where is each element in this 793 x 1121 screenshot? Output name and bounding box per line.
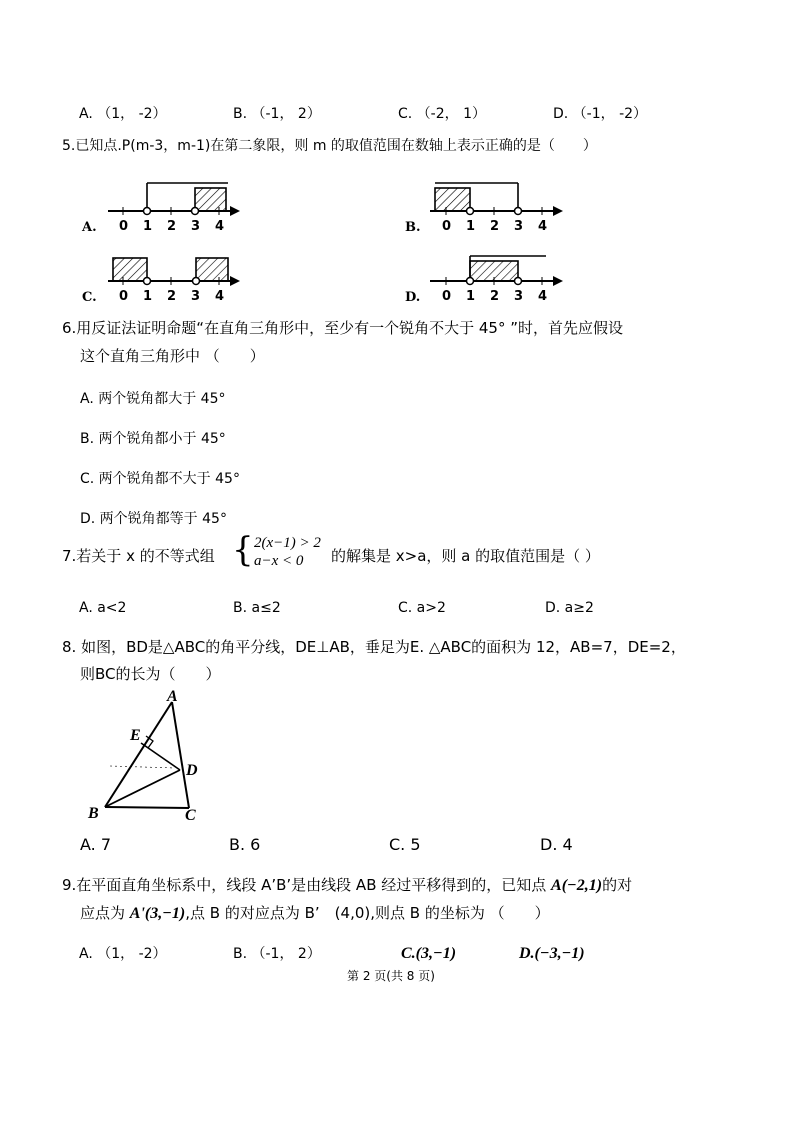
- tick-label: 2: [167, 289, 177, 304]
- tick-label: 4: [538, 219, 548, 234]
- q9-option-a: A. （1， -2）: [79, 946, 167, 962]
- q5-choice-d-letter: D.: [405, 290, 421, 305]
- label-d: D: [186, 762, 198, 779]
- q5-choice-c-letter: C.: [82, 290, 97, 305]
- tick-label: 4: [538, 289, 548, 304]
- tick-label: 2: [490, 219, 500, 234]
- tick-label: 0: [442, 289, 452, 304]
- q4-option-c: C. （-2， 1）: [398, 106, 486, 122]
- construction-line: [110, 766, 175, 768]
- q9-point-a-prime: A'(3,−1): [129, 905, 186, 922]
- number-line-c: [108, 258, 240, 286]
- q9-stem-line1-prefix: 9.在平面直角坐标系中，线段 A’B’是由线段 AB 经过平移得到的，已知点: [62, 876, 552, 894]
- q7-stem-suffix: 的解集是 x>a，则 a 的取值范围是（ ）: [331, 547, 600, 565]
- tick-label: 0: [119, 219, 129, 234]
- q7-option-a: A. a<2: [79, 600, 127, 616]
- q6-stem-line2: 这个直角三角形中 （ ）: [80, 347, 265, 365]
- q6-stem-line1: 6.用反证法证明命题“在直角三角形中，至少有一个锐角不大于 45° ”时，首先应假设: [62, 319, 623, 337]
- tick-label: 0: [442, 219, 452, 234]
- number-line-d: [430, 256, 563, 286]
- q7-system-line2: a−x < 0: [254, 553, 304, 569]
- tick-label: 2: [490, 289, 500, 304]
- tick-label: 4: [215, 289, 225, 304]
- system-brace: {: [232, 530, 254, 570]
- page-footer: 第 2 页(共 8 页): [347, 969, 435, 983]
- tick-label: 1: [143, 289, 153, 304]
- tick-label: 3: [191, 289, 201, 304]
- triangle-figure: [85, 688, 245, 828]
- q4-option-d: D. （-1， -2）: [553, 106, 648, 122]
- label-b: B: [88, 805, 99, 822]
- q6-option-a: A. 两个锐角都大于 45°: [80, 391, 226, 407]
- segment-de: [141, 743, 180, 770]
- side-bc: [105, 807, 189, 808]
- q8-option-c: C. 5: [389, 835, 421, 854]
- q7-stem-prefix: 7.若关于 x 的不等式组: [62, 547, 215, 565]
- tick-label: 3: [514, 289, 524, 304]
- tick-label: 3: [191, 219, 201, 234]
- q9-stem-line2-suffix: ,点 B 的对应点为 B’ (4,0),则点 B 的坐标为 （ ）: [185, 904, 550, 922]
- q9-stem-line2: [80, 904, 550, 923]
- q7-system-line1: 2(x−1) > 2: [254, 535, 321, 551]
- q8-stem-line2: 则BC的长为（ ）: [80, 665, 221, 683]
- label-e: E: [130, 727, 141, 744]
- q8-option-b: B. 6: [229, 835, 261, 854]
- tick-label: 1: [466, 219, 476, 234]
- number-line-b: [430, 183, 563, 216]
- q4-option-a: A. （1， -2）: [79, 106, 167, 122]
- q6-option-b: B. 两个锐角都小于 45°: [80, 431, 226, 447]
- q9-stem-line2-prefix: 应点为: [80, 904, 130, 922]
- label-c: C: [185, 807, 196, 824]
- tick-label: 1: [466, 289, 476, 304]
- q9-stem-line1-suffix: 的对: [602, 876, 633, 894]
- tick-label: 2: [167, 219, 177, 234]
- q5-stem: 5.已知点.P(m-3，m-1)在第二象限，则 m 的取值范围在数轴上表示正确的是（ ）: [62, 138, 597, 154]
- side-ac: [172, 702, 189, 808]
- q8-option-a: A. 7: [80, 835, 112, 854]
- q6-option-c: C. 两个锐角都不大于 45°: [80, 471, 240, 487]
- q9-stem-line1: [62, 876, 632, 895]
- tick-label: 1: [143, 219, 153, 234]
- q9-point-a: A(−2,1): [551, 877, 603, 894]
- q5-choice-a-letter: A.: [82, 220, 97, 235]
- label-a: A: [167, 688, 178, 705]
- q5-choice-b-letter: B.: [405, 220, 421, 235]
- q9-option-d: D.(−3,−1): [519, 945, 585, 962]
- q6-option-d: D. 两个锐角都等于 45°: [80, 511, 227, 527]
- tick-label: 4: [215, 219, 225, 234]
- q4-option-b: B. （-1， 2）: [233, 106, 321, 122]
- q9-option-b: B. （-1， 2）: [233, 946, 321, 962]
- q8-stem-line1: 8. 如图，BD是△ABC的角平分线，DE⊥AB，垂足为E. △ABC的面积为 12，AB=7，DE=2，: [62, 638, 686, 656]
- tick-label: 0: [119, 289, 129, 304]
- q7-option-d: D. a≥2: [545, 600, 594, 616]
- q7-option-b: B. a≤2: [233, 600, 281, 616]
- q7-option-c: C. a>2: [398, 600, 446, 616]
- q8-option-d: D. 4: [540, 835, 573, 854]
- q9-option-c: C.(3,−1): [401, 945, 457, 962]
- tick-label: 3: [514, 219, 524, 234]
- number-line-a: [108, 183, 240, 216]
